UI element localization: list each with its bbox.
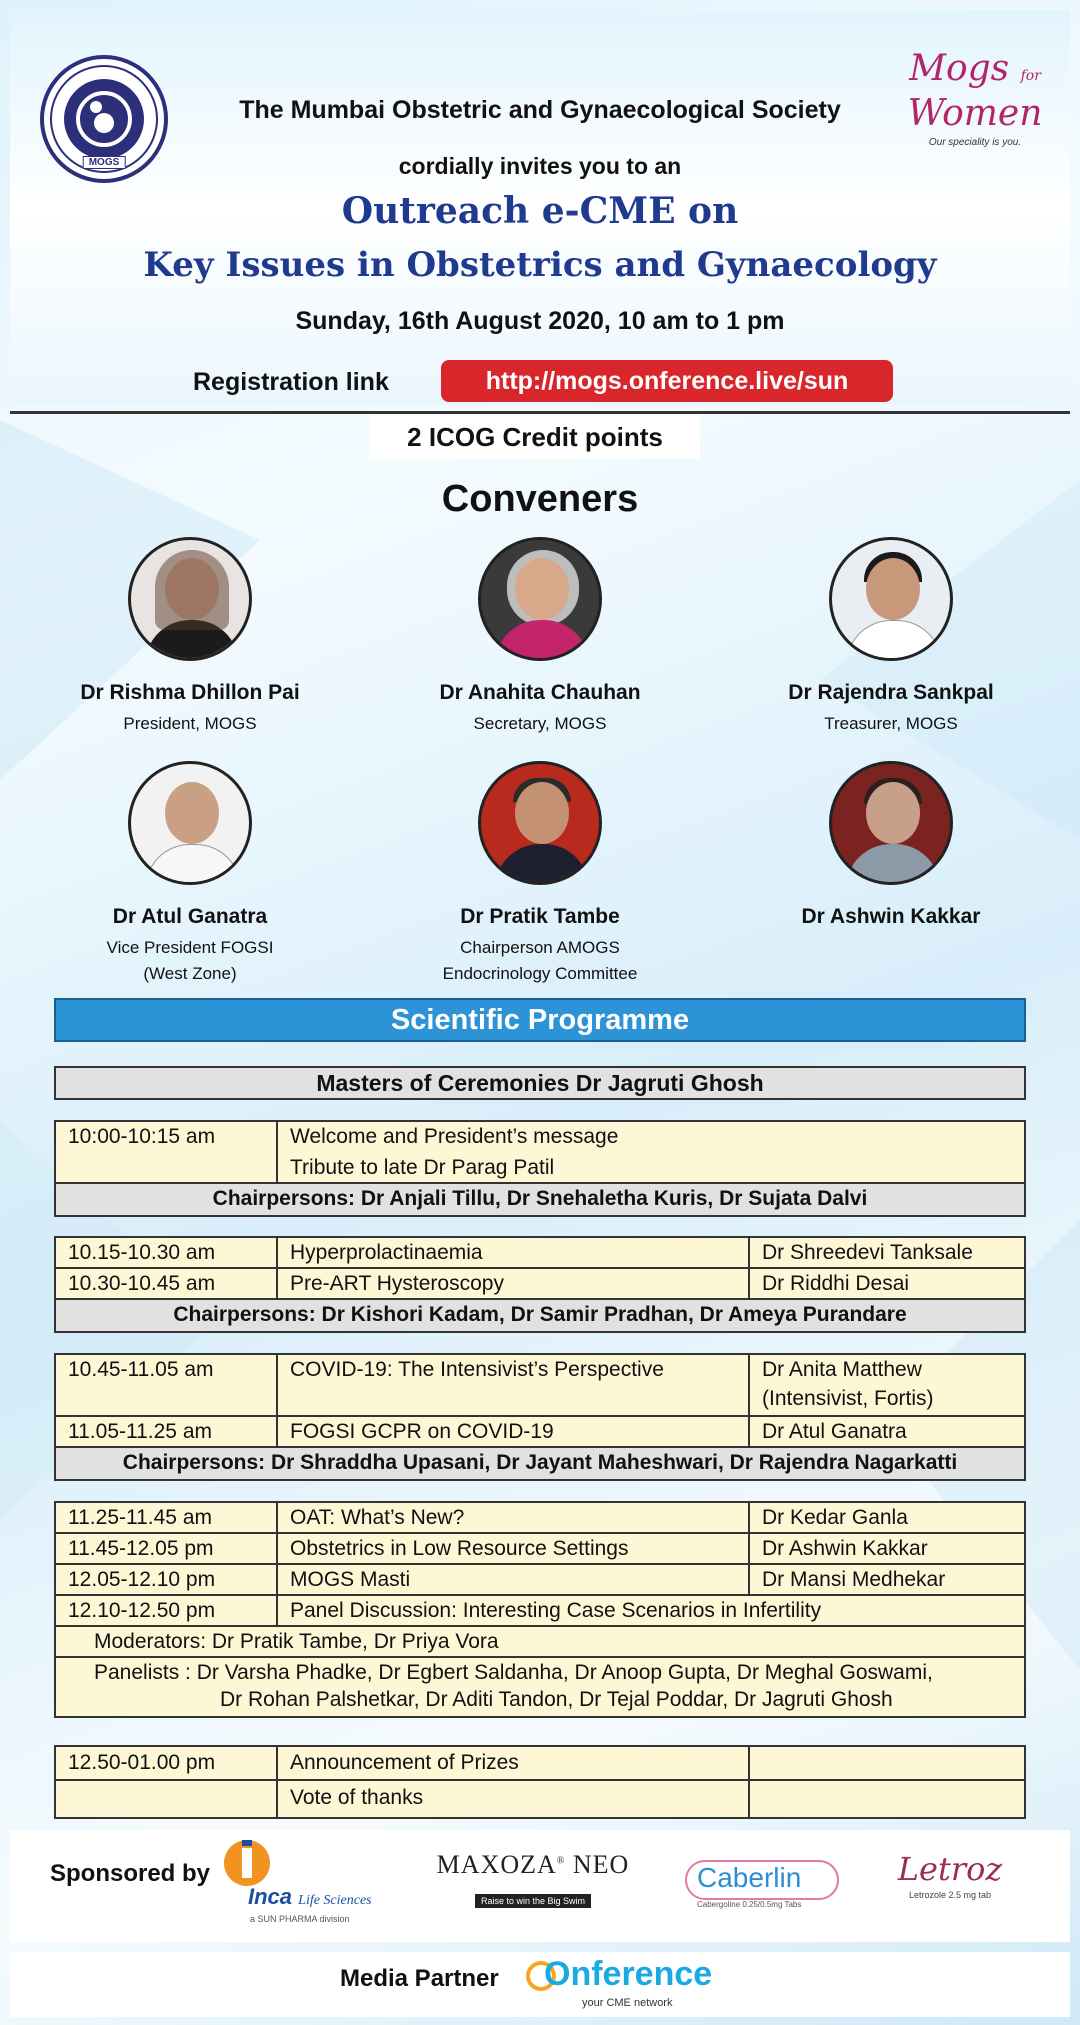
credit-points-badge: 2 ICOG Credit points [370,415,700,459]
session-speaker-empty [748,1781,1024,1817]
masters-of-ceremonies: Masters of Ceremonies Dr Jagruti Ghosh [54,1066,1026,1100]
convener-role: Endocrinology Committee [442,964,638,983]
moderators-row: Moderators: Dr Pratik Tambe, Dr Priya Vora [56,1627,1024,1658]
programme-block [54,1120,1026,1217]
org-name: The Mumbai Obstetric and Gynaecological Society [239,96,841,124]
event-title-line1: Outreach e-CME on [341,190,739,232]
convener-card [390,537,690,737]
table-row [56,1238,1024,1269]
table-row [56,1503,1024,1534]
session-speaker: Dr Mansi Medhekar [748,1565,1024,1594]
letroz-name: Letroz [897,1850,1003,1888]
convener-role: Treasurer, MOGS [824,714,958,733]
programme-block [54,1353,1026,1481]
logo-right-line1: Mogs [909,48,1010,89]
session-time: 12.50-01.00 pm [56,1747,278,1779]
programme-title: Scientific Programme [54,998,1026,1042]
convener-photo [829,761,953,885]
convener-name: Dr Ashwin Kakkar [801,905,981,928]
mogs-logo-badge: MOGS [83,156,126,169]
session-topic: Announcement of Prizes [290,1751,519,1774]
logo-right-tagline: Our speciality is you. [928,137,1022,148]
convener-role: (West Zone) [143,964,237,983]
session-topic: Obstetrics in Low Resource Settings [290,1537,629,1560]
session-time: 12.05-12.10 pm [56,1565,278,1594]
session-topic: Panel Discussion: Interesting Case Scenarios in Infertility [290,1599,822,1622]
conveners-title: Conveners [441,478,639,520]
session-time: 12.10-12.50 pm [56,1596,278,1625]
table-row [56,1596,1024,1627]
convener-role: President, MOGS [123,714,257,733]
inca-name: Inca [248,1884,293,1909]
session-time-empty [56,1153,278,1182]
session-topic: FOGSI GCPR on COVID-19 [290,1420,554,1443]
speaker-note: (Intensivist, Fortis) [762,1387,934,1410]
session-speaker: Dr Riddhi Desai [748,1269,1024,1298]
session-speaker: Dr Shreedevi Tanksale [748,1238,1024,1267]
session-topic: COVID-19: The Intensivist’s Perspective [290,1358,664,1381]
session-topic: Tribute to late Dr Parag Patil [290,1156,555,1179]
session-time: 10.45-11.05 am [56,1355,278,1415]
convener-photo [478,761,602,885]
caberlin-sub: Cabergoline 0.25/0.5mg Tabs [697,1900,802,1909]
onference-name: Onference [544,1955,713,1993]
header-divider [10,411,1070,414]
speaker-name: Dr Anita Matthew [762,1358,922,1381]
inca-division: a SUN PHARMA division [250,1914,350,1924]
convener-card [741,761,1041,929]
maxoza-tagline: Raise to win the Big Swim [475,1894,591,1908]
panelists-line1: Panelists : Dr Varsha Phadke, Dr Egbert Saldanha, Dr Anoop Gupta, Dr Meghal Goswami, [94,1661,933,1684]
caberlin-name: Caberlin [697,1862,802,1893]
registration-link[interactable]: http://mogs.onference.live/sun [441,360,893,402]
chairpersons-row: Chairpersons: Dr Anjali Tillu, Dr Snehaletha Kuris, Dr Sujata Dalvi [56,1184,1024,1215]
chairpersons-row: Chairpersons: Dr Shraddha Upasani, Dr Jayant Maheshwari, Dr Rajendra Nagarkatti [56,1448,1024,1479]
session-speaker: Dr Atul Ganatra [748,1417,1024,1446]
convener-role: Vice President FOGSI [106,938,274,957]
onference-logo [526,1947,756,2012]
session-time: 11.45-12.05 pm [56,1534,278,1563]
event-title-line2: Key Issues in Obstetrics and Gynaecology [143,245,937,285]
table-row [56,1417,1024,1448]
session-speaker [748,1355,1024,1415]
convener-role: Secretary, MOGS [473,714,607,733]
session-time: 11.25-11.45 am [56,1503,278,1532]
inca-mark-icon [224,1840,270,1886]
chairpersons-row: Chairpersons: Dr Kishori Kadam, Dr Samir Pradhan, Dr Ameya Purandare [56,1300,1024,1331]
convener-photo [128,537,252,661]
maxoza-name: MAXOZA [436,1850,557,1879]
letroz-logo [875,1850,1025,1920]
inca-logo [220,1838,400,1928]
letroz-sub: Letrozole 2.5 mg tab [908,1890,992,1900]
registration-label: Registration link [193,368,389,396]
convener-name: Dr Pratik Tambe [460,905,620,928]
session-topic: Welcome and President’s message [290,1125,619,1148]
table-row [56,1269,1024,1300]
session-speaker: Dr Kedar Ganla [748,1503,1024,1532]
invite-line: cordially invites you to an [398,153,682,179]
convener-photo [128,761,252,885]
session-topic: Hyperprolactinaemia [290,1241,483,1264]
session-time: 10.15-10.30 am [56,1238,278,1267]
panelists-row [56,1658,1024,1716]
convener-name: Dr Rishma Dhillon Pai [80,681,300,704]
convener-card [40,761,340,987]
event-date: Sunday, 16th August 2020, 10 am to 1 pm [295,307,785,335]
maxoza-logo: MAXOZA® NEO Raise to win the Big Swim [436,1850,630,1906]
convener-card [390,761,690,987]
onference-tagline: your CME network [582,1997,673,2009]
convener-role: Chairperson AMOGS [460,938,620,957]
inca-sub: Life Sciences [298,1893,372,1908]
programme-block [54,1236,1026,1333]
table-row [56,1747,1024,1781]
session-topic: Pre-ART Hysteroscopy [290,1272,504,1295]
session-topic: MOGS Masti [290,1568,411,1591]
table-row [56,1122,1024,1153]
session-time: 11.05-11.25 am [56,1417,278,1446]
logo-right-for: for [1020,68,1041,84]
convener-name: Dr Rajendra Sankpal [788,681,994,704]
programme-block [54,1501,1026,1718]
session-speaker: Dr Ashwin Kakkar [748,1534,1024,1563]
convener-name: Dr Atul Ganatra [112,905,268,928]
panelists-line2: Dr Rohan Palshetkar, Dr Aditi Tandon, Dr Tejal Poddar, Dr Jagruti Ghosh [220,1688,893,1711]
session-speaker-empty [748,1747,1024,1779]
session-topic: Vote of thanks [290,1786,424,1809]
table-row [56,1781,1024,1817]
table-row [56,1534,1024,1565]
maxoza-suffix: NEO [572,1850,630,1879]
caberlin-logo [675,1848,845,1918]
convener-photo [829,537,953,661]
table-row [56,1355,1024,1417]
session-time: 10.30-10.45 am [56,1269,278,1298]
session-topic: OAT: What’s New? [290,1506,465,1529]
convener-card [741,537,1041,737]
sponsored-by-label: Sponsored by [50,1860,211,1887]
programme-block [54,1745,1026,1819]
media-partner-label: Media Partner [340,1965,499,1992]
convener-card [40,537,340,737]
convener-name: Dr Anahita Chauhan [439,681,641,704]
convener-photo [478,537,602,661]
session-time-empty [56,1781,278,1817]
session-time: 10:00-10:15 am [56,1122,278,1153]
logo-right-line2: Women [907,93,1043,134]
table-row [56,1565,1024,1596]
table-row [56,1153,1024,1184]
